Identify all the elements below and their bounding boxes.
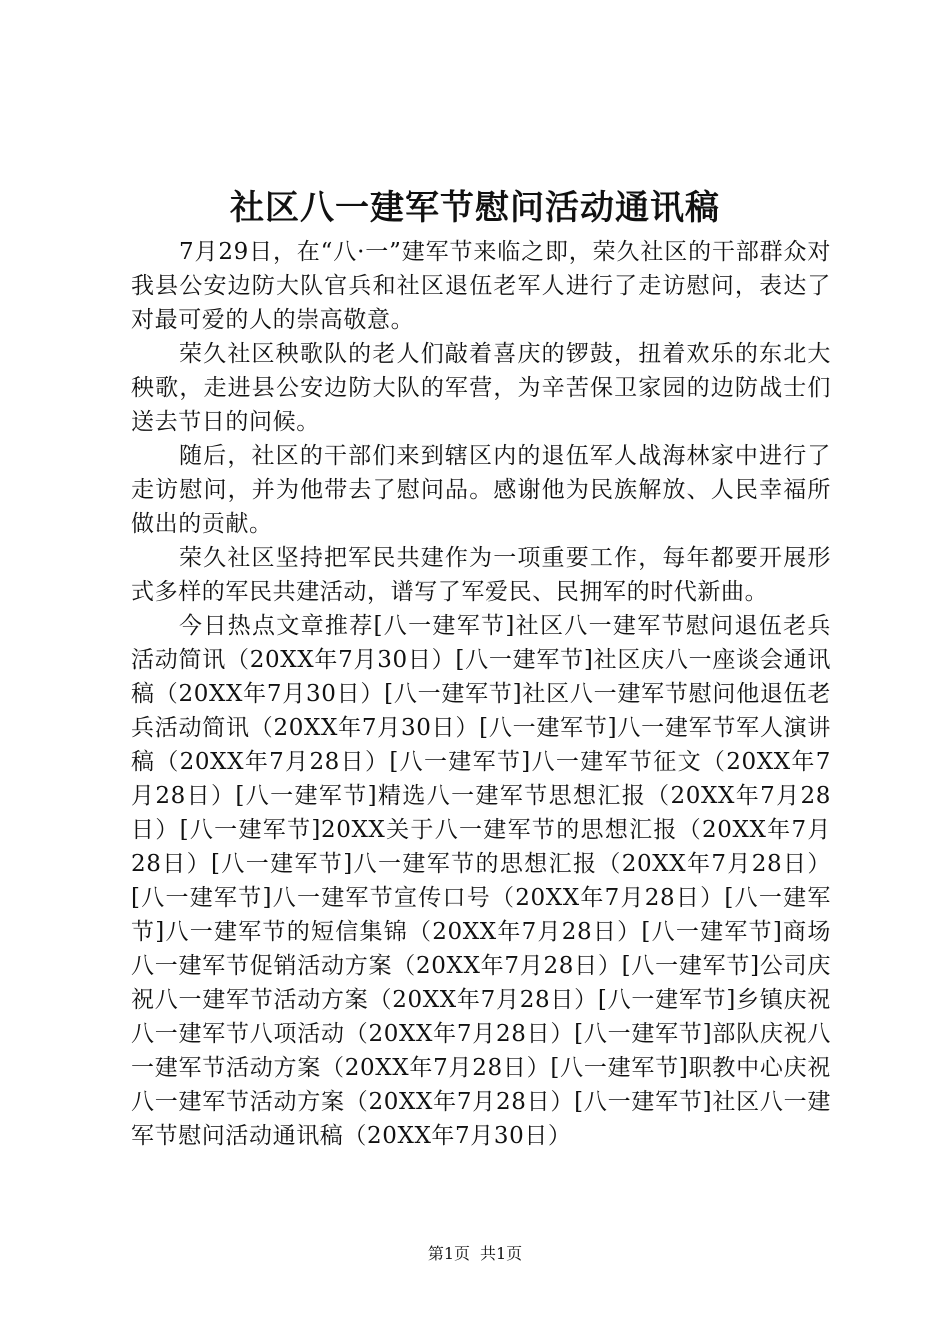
paragraph: 随后，社区的干部们来到辖区内的退伍军人战海林家中进行了走访慰问，并为他带去了慰问品。感谢他为民族解放、人民幸福所做出的贡献。 [131,443,831,537]
page-number-current: 第1页 [427,1244,470,1263]
page-number-total: 共1页 [480,1244,523,1263]
paragraph: 7月29日，在“八·一”建军节来临之即，荣久社区的干部群众对我县公安边防大队官兵和社区退伍老军人进行了走访慰问，表达了对最可爱的人的崇高敬意。 [131,239,831,333]
document-body [131,235,831,1153]
page-footer [0,1242,950,1266]
document-title: 社区八一建军节慰问活动通讯稿 [230,188,720,228]
recommended-articles-paragraph: 今日热点文章推荐[八一建军节]社区八一建军节慰问退伍老兵活动简讯（20XX年7月30日）[八一建军节]社区庆八一座谈会通讯稿（20XX年7月30日）[八一建军节]社区八一建军节慰问他退伍老兵活动简讯（20XX年7月30日）[八一建军节]八一建军节军人演讲稿（20XX年7月28日）[八一建军节]八一建军节征文（20XX年7月28日）[八一建军节]精选八一建军节思想汇报（20XX年7月28日）[八一建军节]20XX关于八一建军节的思想汇报（20XX年7月28日）[八一建军节]八一建军节的思想汇报（20XX年7月28日）[八一建军节]八一建军节宣传口号（20XX年7月28日）[八一建军节]八一建军节的短信集锦（20XX年7月28日）[八一建军节]商场八一建军节促销活动方案（20XX年7月28日）[八一建军节]公司庆祝八一建军节活动方案（20XX年7月28日）[八一建军节]乡镇庆祝八一建军节八项活动（20XX年7月28日）[八一建军节]部队庆祝八一建军节活动方案（20XX年7月28日）[八一建军节]职教中心庆祝八一建军节活动方案（20XX年7月28日）[八一建军节]社区八一建军节慰问活动通讯稿（20XX年7月30日） [131,613,831,1149]
paragraph: 荣久社区坚持把军民共建作为一项重要工作，每年都要开展形式多样的军民共建活动，谱写了军爱民、民拥军的时代新曲。 [131,545,831,605]
paragraph: 荣久社区秧歌队的老人们敲着喜庆的锣鼓，扭着欢乐的东北大秧歌，走进县公安边防大队的军营，为辛苦保卫家园的边防战士们送去节日的问候。 [131,341,831,435]
